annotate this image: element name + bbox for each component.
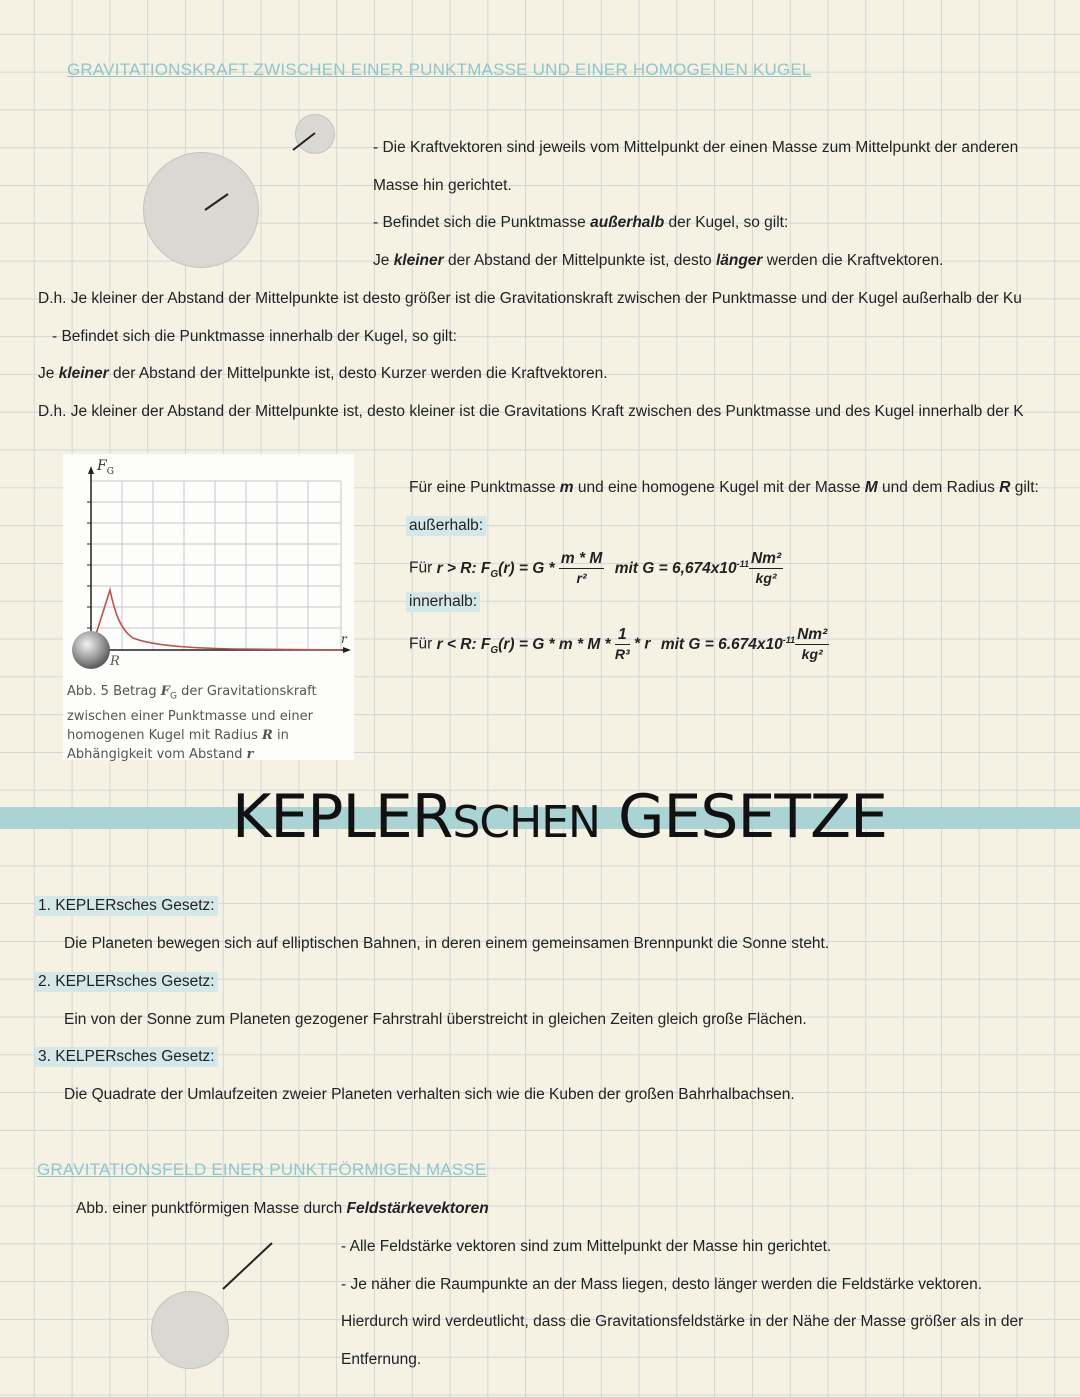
law2-text: Ein von der Sonne zum Planeten gezogener Fahrstrahl überstreicht in gleichen Zeiten gleich große Flächen.: [64, 1011, 807, 1028]
formula-inside: Für r < R: $F_G(r) = G * m * M$ * $\frac{1}{\text{R³}}$ * r mit $G = 6.674x10^{-11}$ $\frac{\text{Nm²}}{\text{kg²}}$: [409, 626, 828, 662]
x-axis-arrow: [343, 647, 351, 653]
figure-caption: Abb. 5 Betrag $F_G$ der Gravitationskraft zwischen einer Punktmasse und einer homogenen Kugel mit Radius R in Abhängigkeit vom Abstand r: [67, 684, 317, 762]
law3-text: Die Quadrate der Umlaufzeiten zweier Planeten verhalten sich wie die Kuben der großen Bahrhalbachsen.: [64, 1086, 795, 1103]
sphere-icon: [72, 631, 110, 669]
text-line-conclusion-inside: D.h. Je kleiner der Abstand der Mittelpunkte ist, desto kleiner ist die Gravitations Kraft zwischen des Punktmasse und des Kugel innerhalb der K: [38, 403, 1024, 420]
label-inside: innerhalb:: [406, 592, 480, 612]
law1-text: Die Planeten bewegen sich auf elliptischen Bahnen, in deren einem gemeinsamen Brennpunkt die Sonne steht.: [64, 935, 830, 952]
section-title-gravitationskraft[interactable]: GRAVITATIONSKRAFT ZWISCHEN EINER PUNKTMASSE UND EINER HOMOGENEN KUGEL: [67, 60, 812, 79]
x-axis-label: r: [341, 632, 347, 646]
kepler-title: KEPLERSCHEN GESETZE: [232, 782, 888, 852]
section-title-gravitationsfeld[interactable]: GRAVITATIONSFELD EINER PUNKTFÖRMIGEN MASSE: [37, 1160, 487, 1179]
field-text-line: - Je näher die Raumpunkte an der Mass liegen, desto länger werden die Feldstärke vektoren.: [341, 1276, 983, 1293]
label-outside: außerhalb:: [406, 516, 486, 536]
force-vector-sphere: [205, 194, 228, 210]
text-line: Masse hin gerichtet.: [373, 177, 512, 194]
text-line-conclusion-outside: D.h. Je kleiner der Abstand der Mittelpunkte ist desto größer ist die Gravitationskraft zwischen der Punktmasse und der Kugel außerhalb der Ku: [38, 290, 1022, 307]
force-graph: [63, 454, 354, 679]
law3-title: 3. KELPERsches Gesetz:: [35, 1047, 218, 1067]
y-axis-label: $F_G$: [97, 458, 114, 477]
text-line-outside-rule: Je kleiner der Abstand der Mittelpunkte ist, desto länger werden die Kraftvektoren.: [373, 252, 944, 269]
figure-gravitational-force: [63, 454, 354, 760]
formula-outside: Für r > R: $F_G(r) = G$ * $\frac{m * M}{\text{r²}}$ mit $G = 6,674x10^{-11}$ $\frac{\text{Nm²}}{\text{kg²}}$: [409, 550, 782, 586]
field-vector: [223, 1243, 272, 1289]
text-line-inside-rule: Je kleiner der Abstand der Mittelpunkte ist, desto Kurzer werden die Kraftvektoren.: [38, 365, 608, 382]
field-subtitle: Abb. einer punktförmigen Masse durch Feldstärkevektoren: [76, 1200, 489, 1217]
text-line-inside: - Befindet sich die Punktmasse innerhalb der Kugel, so gilt:: [52, 328, 457, 345]
formula-intro: Für eine Punktmasse m und eine homogene Kugel mit der Masse M und dem Radius R gilt:: [409, 479, 1039, 496]
law1-title: 1. KEPLERsches Gesetz:: [35, 896, 218, 916]
field-vector-sketch: [210, 1235, 290, 1305]
field-text-line: Hierdurch wird verdeutlicht, dass die Gravitationsfeldstärke in der Nähe der Masse größer als in der: [341, 1313, 1024, 1330]
force-curve: [91, 590, 341, 650]
radius-label: R: [110, 654, 120, 669]
field-text-line: - Alle Feldstärke vektoren sind zum Mittelpunkt der Masse hin gerichtet.: [341, 1238, 832, 1255]
field-text-line: Entfernung.: [341, 1351, 422, 1368]
y-axis-arrow: [88, 466, 94, 474]
text-line: - Die Kraftvektoren sind jeweils vom Mittelpunkt der einen Masse zum Mittelpunkt der anderen: [373, 139, 1019, 156]
force-vector-point-mass: [293, 133, 315, 150]
text-line-outside: - Befindet sich die Punktmasse außerhalb der Kugel, so gilt:: [373, 214, 789, 231]
force-vectors-sketch: [140, 110, 340, 270]
law2-title: 2. KEPLERsches Gesetz:: [35, 972, 218, 992]
